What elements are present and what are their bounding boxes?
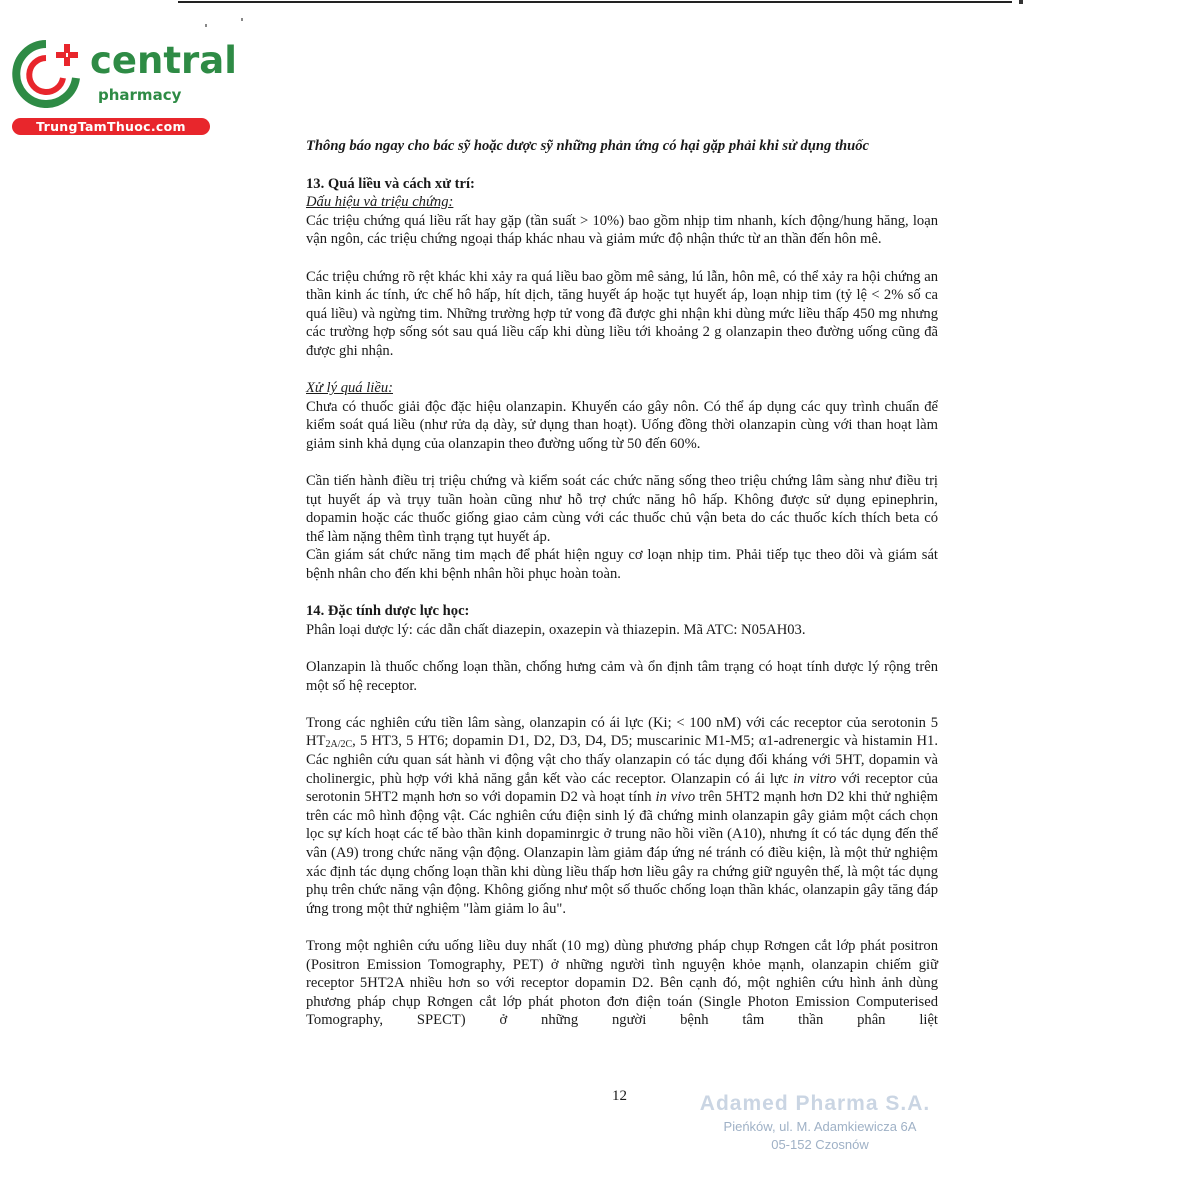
symptoms-paragraph-2: Các triệu chứng rõ rệt khác khi xảy ra quá liều bao gồm mê sảng, lú lẫn, hôn mê, có thể xảy ra hội chứng an thần kinh ác tính, ức chế hô hấp, hít dịch, tăng huyết áp hoặc tụt huyết áp, loạn nhịp tim (tỷ lệ < 2% số ca quá liều) và ngừng tim. Những trường hợp tử vong đã được ghi nhận khi dùng mức liều thấp 450 mg nhưng các trường hợp sống sót sau quá liều cấp khi dùng liều tới khoảng 2 g olanzapin theo đường uống cũng đã được ghi nhận.: [306, 268, 938, 359]
scan-artifact: [1019, 0, 1023, 4]
pharmacodynamics-paragraph-1: Olanzapin là thuốc chống loạn thần, chống hưng cảm và ổn định tâm trạng có hoạt tính dược lý rộng trên một số hệ receptor.: [306, 659, 938, 694]
adverse-reaction-notice: Thông báo ngay cho bác sỹ hoặc dược sỹ những phản ứng có hại gặp phải khi sử dụng thuốc: [306, 138, 869, 154]
logo-website-badge: TrungTamThuoc.com: [12, 118, 210, 135]
treatment-paragraph-3: Cần giám sát chức năng tim mạch để phát hiện nguy cơ loạn nhịp tim. Phải tiếp tục theo dõi và giám sát bệnh nhân cho đến khi bệnh nhân hồi phục hoàn toàn.: [306, 547, 938, 583]
page-number: 12: [612, 1088, 627, 1104]
symptoms-subheading: Dấu hiệu và triệu chứng:: [306, 194, 454, 211]
pharmacy-logo: [8, 38, 237, 136]
symptoms-paragraph-1: Các triệu chứng quá liều rất hay gặp (tần suất > 10%) bao gồm nhịp tim nhanh, kích động/hung hăng, loạn vận ngôn, các triệu chứng ngoại tháp khác nhau và giảm mức độ nhận thức từ an thần đến hôn mê.: [306, 212, 938, 248]
logo-subtitle: pharmacy: [98, 86, 182, 104]
treatment-paragraph-2: Cần tiến hành điều trị triệu chứng và kiểm soát các chức năng sống theo triệu chứng lâm sàng như điều trị tụt huyết áp và trụy tuần hoàn cũng như hỗ trợ chức năng hô hấp. Không được sử dụng epinephrin, dopamin hoặc các thuốc giống giao cảm cùng với các thuốc chủ vận beta do các thuốc kích thích beta có thể làm nặng thêm tình trạng tụt huyết áp.: [306, 473, 938, 545]
company-stamp: [690, 1092, 950, 1152]
page-top-border: [178, 1, 1012, 3]
pharmacodynamics-paragraph-3: Trong một nghiên cứu uống liều duy nhất (10 mg) dùng phương pháp chụp Rơngen cắt lớp phát positron (Positron Emission Tomography, PET) ở những người tình nguyện khỏe mạnh, olanzapin chiếm giữ receptor 5HT2A nhiều hơn so với receptor dopamin D2. Bên cạnh đó, một nghiên cứu hình ảnh dùng phương pháp chụp Rơngen cắt lớp phát photon đơn điện toán (Single Photon Emission Computerised Tomography, SPECT) ở những người bệnh tâm thần phân liệt: [306, 937, 938, 1029]
pharmacodynamics-paragraph-2: Trong các nghiên cứu tiền lâm sàng, olanzapin có ái lực (Ki; < 100 nM) với các receptor của serotonin 5 $HT_{2A/2C}$, 5 HT3, 5 HT6; dopamin D1, D2, D3, D4, D5; muscarinic M1-M5; α1-adrenergic và histamin H1. Các nghiên cứu quan sát hành vi động vật cho thấy olanzapin có tác dụng đối kháng với 5HT, dopamin và cholinergic, phù hợp với khả năng gắn kết vào các receptor. Olanzapin có ái lực in vitro với receptor của serotonin 5HT2 mạnh hơn so với dopamin D2 và hoạt tính in vivo trên 5HT2 mạnh hơn D2 khi thử nghiệm trên các mô hình động vật. Các nghiên cứu điện sinh lý đã chứng minh olanzapin gây giảm một cách chọn lọc sự kích hoạt các tế bào thần kinh dopaminrgic ở trung não hồi viền (A10), nhưng ít có tác dụng đến thể vân (A9) trong chức năng vận động. Olanzapin làm giảm đáp ứng né tránh có điều kiện, là một thử nghiệm xác định tác dụng chống loạn thần khi dùng liều thấp hơn liều gây ra chứng giữ nguyên thế, là một tác dụng phụ trên chức năng vận động. Không giống như một số thuốc chống loạn thần khác, olanzapin gây tăng đáp ứng trong một thử nghiệm "làm giảm lo âu".: [306, 714, 938, 917]
pharmacological-classification: Phân loại dược lý: các dẫn chất diazepin, oxazepin và thiazepin. Mã ATC: N05AH03.: [306, 621, 806, 638]
central-pharmacy-logo-icon: [12, 40, 84, 108]
treatment-paragraph-1: Chưa có thuốc giải độc đặc hiệu olanzapin. Khuyến cáo gây nôn. Có thể áp dụng các quy trình chuẩn để kiểm soát quá liều (như rửa dạ dày, sử dụng than hoạt). Uống đồng thời olanzapin cùng với than hoạt làm giảm sinh khả dụng của olanzapin theo đường uống từ 50 đến 60%.: [306, 398, 938, 452]
stamp-address-line-1: Pieńków, ul. M. Adamkiewicza 6A: [723, 1119, 917, 1134]
stamp-company-name: Adamed Pharma S.A.: [699, 1092, 931, 1115]
stamp-address-line-2: 05-152 Czosnów: [771, 1137, 869, 1152]
section-14-heading: 14. Đặc tính dược lực học:: [306, 603, 470, 620]
section-13-heading: 13. Quá liều và cách xử trí:: [306, 175, 475, 192]
document-body: [306, 137, 938, 1030]
logo-brand-name: central: [90, 39, 237, 82]
treatment-subheading: Xử lý quá liều:: [306, 380, 393, 397]
